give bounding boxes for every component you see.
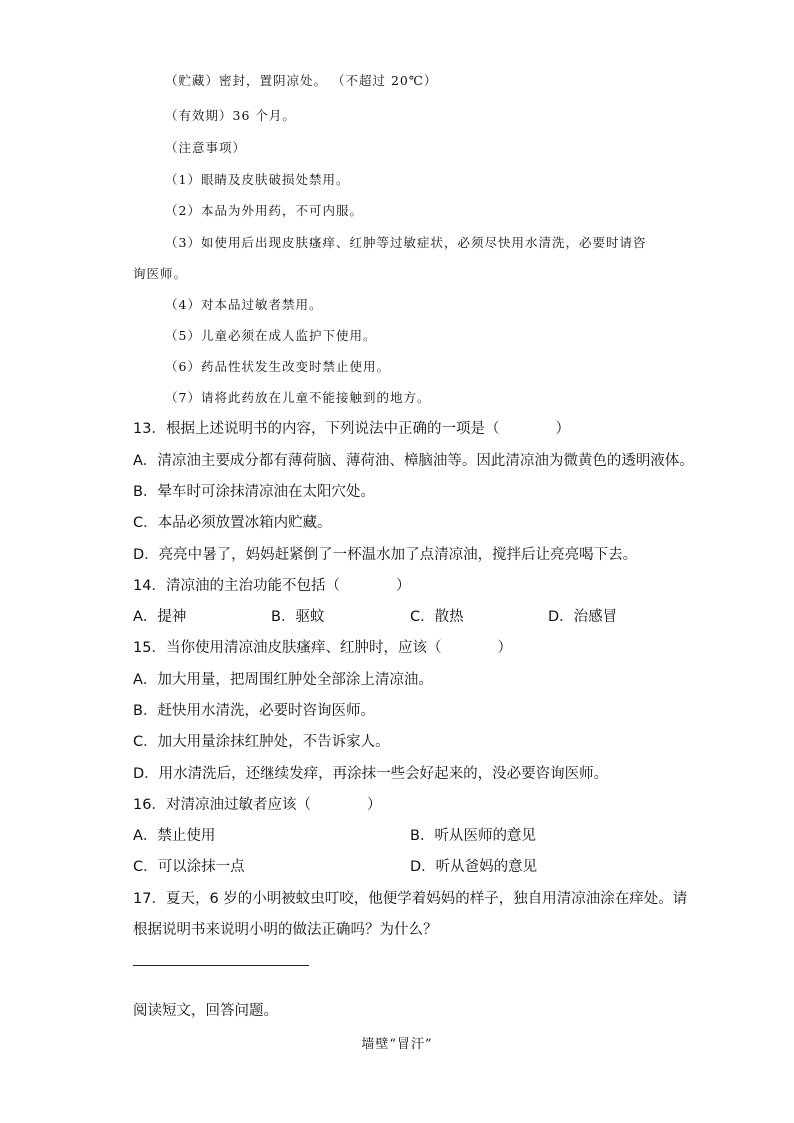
reading-title: 墙壁“冒汗” (361, 1037, 433, 1052)
note-item-4: （4）对本品过敏者禁用。 (165, 297, 323, 312)
q15-option-b: B．赶快用水清洗，必要时咨询医师。 (133, 703, 375, 719)
note-item-6: （6）药品性状发生改变时禁止使用。 (165, 359, 390, 374)
note-item-3-cont: 询医师。 (133, 266, 188, 281)
question-17-line-2: 根据说明书来说明小明的做法正确吗？为什么？ (133, 922, 438, 938)
question-14-text: 14．清凉油的主治功能不包括（ (133, 578, 340, 594)
note-item-1: （1）眼睛及皮肤破损处禁用。 (165, 172, 350, 187)
q16-option-c: C．可以涂抹一点 (133, 859, 245, 875)
question-17-line-1: 17．夏天，6 岁的小明被蚊虫叮咬，他便学着妈妈的样子，独自用清凉油涂在痒处。请 (133, 891, 688, 907)
q15-option-a: A．加大用量，把周围红肿处全部涂上清凉油。 (133, 672, 433, 688)
q13-option-b: B．晕车时可涂抹清凉油在太阳穴处。 (133, 484, 375, 500)
q13-option-a: A．清凉油主要成分都有薄荷脑、薄荷油、樟脑油等。因此清凉油为微黄色的透明液体。 (133, 453, 694, 469)
q15-option-c: C．加大用量涂抹红肿处，不告诉家人。 (133, 734, 390, 750)
question-15-close: ） (497, 640, 512, 656)
question-13-close: ） (555, 421, 570, 437)
q14-option-a: A．提神 (133, 609, 187, 625)
q15-option-d: D．用水清洗后，还继续发痒，再涂抹一些会好起来的，没必要咨询医师。 (133, 766, 609, 782)
question-13-text: 13．根据上述说明书的内容，下列说法中正确的一项是（ (133, 421, 500, 437)
answer-line[interactable] (133, 965, 309, 966)
q16-option-d: D．听从爸妈的意见 (410, 859, 538, 875)
q13-option-d: D．亮亮中暑了，妈妈赶紧倒了一杯温水加了点清凉油，搅拌后让亮亮喝下去。 (133, 547, 638, 563)
question-14-close: ） (395, 578, 411, 594)
note-item-7: （7）请将此药放在儿童不能接触到的地方。 (165, 390, 431, 405)
question-13-stem (133, 419, 570, 439)
note-item-2: （2）本品为外用药，不可内服。 (165, 203, 363, 218)
question-16-text: 16．对清凉油过敏者应该（ (133, 797, 311, 813)
question-16-close: ） (366, 797, 382, 813)
notes-header: （注意事项） (165, 140, 247, 155)
q14-option-b: B．驱蚊 (271, 609, 325, 625)
storage-line: （贮藏）密封，置阴凉处。 （不超过 20℃） (165, 73, 438, 88)
q14-option-d: D．治感冒 (548, 609, 618, 625)
question-15-text: 15．当你使用清凉油皮肤瘙痒、红肿时，应该（ (133, 640, 442, 656)
q13-option-c: C．本品必须放置冰箱内贮藏。 (133, 515, 332, 531)
q14-option-c: C．散热 (410, 609, 464, 625)
question-16-stem (133, 795, 381, 815)
note-item-3: （3）如使用后出现皮肤瘙痒、红肿等过敏症状，必须尽快用水清洗，必要时请咨 (165, 235, 647, 250)
q16-option-a: A．禁止使用 (133, 828, 216, 844)
reading-prompt: 阅读短文，回答问题。 (133, 1003, 278, 1019)
question-15-stem (133, 638, 512, 658)
question-14-stem (133, 576, 410, 596)
validity-line: （有效期）36 个月。 (165, 108, 296, 123)
note-item-5: （5）儿童必须在成人监护下使用。 (165, 328, 377, 343)
q16-option-b: B．听从医师的意见 (410, 828, 536, 844)
